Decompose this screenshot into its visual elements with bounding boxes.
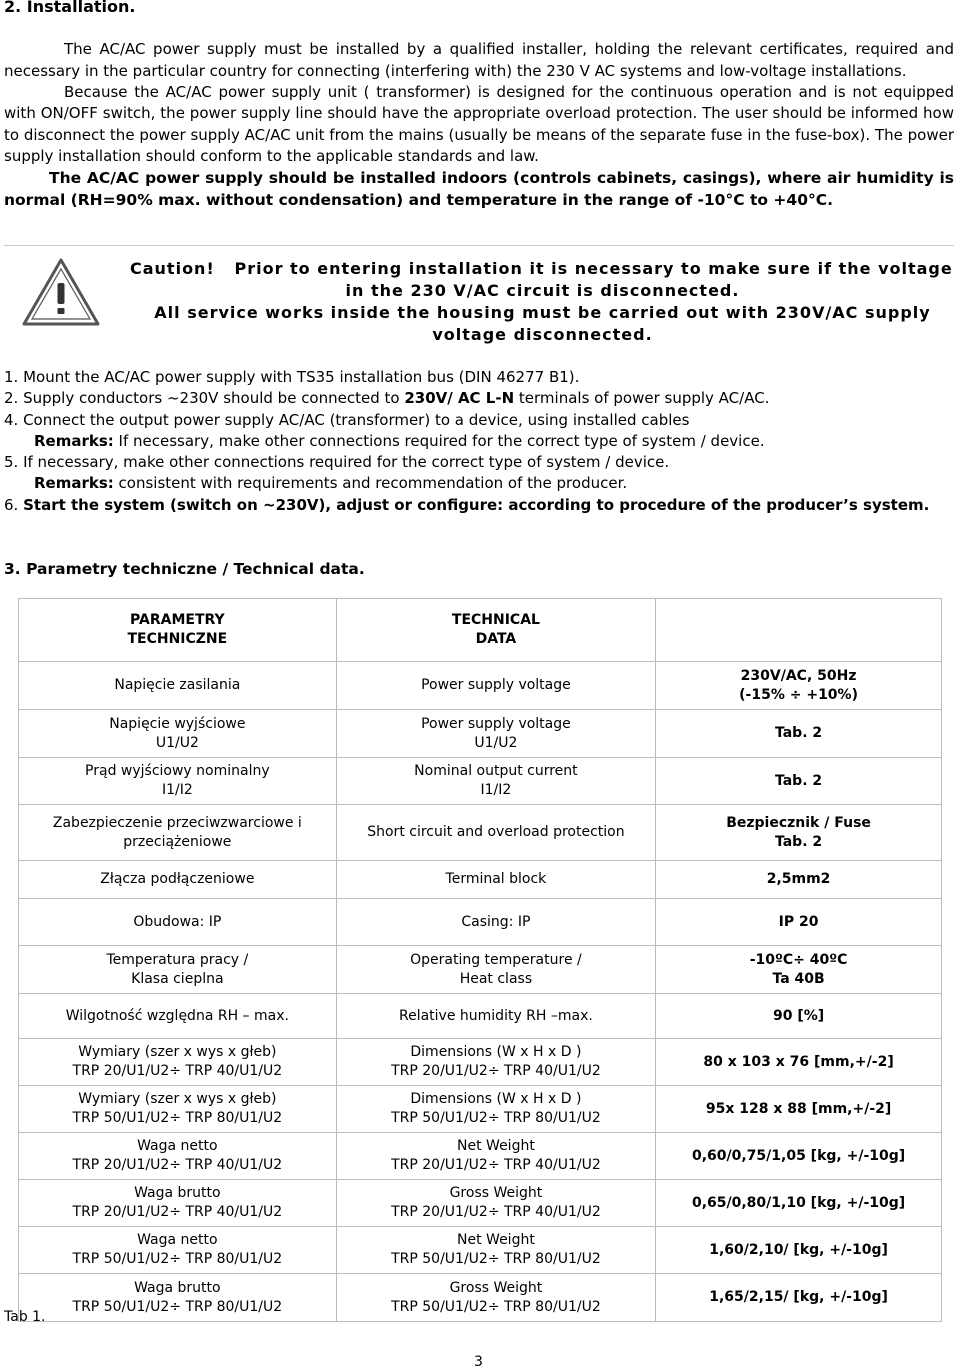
table-row bbox=[19, 805, 942, 861]
caution-text-1: Prior to entering installation it is necessary to make sure if the voltage bbox=[234, 259, 953, 278]
table-row bbox=[19, 662, 942, 710]
cell-line-2: Tab. 2 bbox=[774, 833, 823, 850]
param-pl-cell bbox=[19, 805, 337, 861]
remark-text: consistent with requirements and recommendation of the producer. bbox=[113, 474, 628, 493]
cell-line-1: Wilgotność względna RH – max. bbox=[65, 1007, 289, 1024]
table-row bbox=[19, 758, 942, 805]
cell-line-1: Wymiary (szer x wys x głeb) bbox=[78, 1044, 277, 1060]
param-pl-cell bbox=[19, 1274, 337, 1322]
remark-1 bbox=[4, 431, 954, 452]
param-en-cell bbox=[336, 805, 655, 861]
param-pl-cell bbox=[19, 899, 337, 946]
cell-line-2: TRP 50/U1/U2÷ TRP 80/U1/U2 bbox=[72, 1251, 283, 1267]
cell-line-1: Relative humidity RH –max. bbox=[399, 1007, 593, 1024]
cell-line-1: Obudowa: IP bbox=[133, 913, 222, 930]
cell-line-1: Short circuit and overload protection bbox=[367, 824, 625, 840]
cell-line-1: Waga netto bbox=[137, 1232, 218, 1248]
value-cell bbox=[656, 1180, 942, 1227]
param-pl-cell bbox=[19, 758, 337, 805]
value-cell bbox=[656, 1133, 942, 1180]
param-pl-cell bbox=[19, 1133, 337, 1180]
value-cell bbox=[656, 1039, 942, 1086]
cell-line-1: Bezpiecznik / Fuse bbox=[726, 814, 871, 831]
cell-line-1: Waga brutto bbox=[134, 1185, 221, 1201]
cell-line-2: TRP 20/U1/U2÷ TRP 40/U1/U2 bbox=[72, 1157, 283, 1173]
param-en-cell bbox=[336, 899, 655, 946]
cell-line-2: TRP 50/U1/U2÷ TRP 80/U1/U2 bbox=[391, 1298, 601, 1315]
paragraph-text: The AC/AC power supply should be installed indoors (controls cabinets, casings), where air humidity is normal (RH=90% max. without condensation) and temperature in the range of -10°C to +40°C. bbox=[4, 169, 954, 209]
cell-line-2: Ta 40B bbox=[772, 970, 825, 987]
cell-line-2: TRP 20/U1/U2÷ TRP 40/U1/U2 bbox=[72, 1204, 283, 1220]
param-pl-cell bbox=[19, 861, 337, 899]
cell-line-2: TRP 50/U1/U2÷ TRP 80/U1/U2 bbox=[72, 1298, 283, 1315]
cell-line-2: Heat class bbox=[459, 970, 533, 987]
value-cell bbox=[656, 994, 942, 1039]
cell-line-2: TRP 50/U1/U2÷ TRP 80/U1/U2 bbox=[72, 1110, 283, 1126]
caution-line-2: in the 230 V/AC circuit is disconnected. bbox=[345, 281, 740, 300]
installation-paragraph-2 bbox=[4, 82, 954, 167]
cell-line-1: IP 20 bbox=[778, 913, 819, 930]
installation-paragraph-1 bbox=[4, 39, 954, 82]
cell-line-1: Złącza podłączeniowe bbox=[100, 871, 255, 887]
param-pl-cell bbox=[19, 710, 337, 758]
cell-line-1: Operating temperature / bbox=[410, 951, 582, 968]
header-parametry: PARAMETRY TECHNICZNE bbox=[19, 599, 337, 662]
cell-line-2: (-15% ÷ +10%) bbox=[739, 686, 858, 703]
value-cell bbox=[656, 861, 942, 899]
cell-line-2: TRP 20/U1/U2÷ TRP 40/U1/U2 bbox=[72, 1063, 283, 1079]
technical-data-table bbox=[18, 598, 942, 1322]
cell-line-1: Power supply voltage bbox=[421, 715, 571, 732]
cell-line-1: Dimensions (W x H x D ) bbox=[410, 1091, 582, 1107]
caution-block bbox=[130, 258, 955, 346]
cell-line-1: Zabezpieczenie przeciwzwarciowe i bbox=[52, 814, 302, 831]
cell-line-1: 1,60/2,10/ [kg, +/-10g] bbox=[709, 1241, 888, 1258]
cell-line-2: U1/U2 bbox=[155, 734, 199, 751]
cell-line-2: Klasa cieplna bbox=[131, 970, 224, 987]
remark-label: Remarks: bbox=[34, 474, 114, 493]
cell-line-1: Tab. 2 bbox=[774, 772, 823, 789]
cell-line-1: Napięcie zasilania bbox=[114, 677, 241, 693]
param-pl-cell bbox=[19, 1086, 337, 1133]
cell-line-1: 90 [%] bbox=[772, 1007, 825, 1024]
caution-line-4: voltage disconnected. bbox=[432, 325, 653, 344]
param-en-cell bbox=[336, 1274, 655, 1322]
step-5: 5. If necessary, make other connections required for the correct type of system / device. bbox=[4, 453, 670, 472]
step-2-text-end: terminals of power supply AC/AC. bbox=[514, 389, 770, 408]
value-cell bbox=[656, 1274, 942, 1322]
cell-line-2: I1/I2 bbox=[480, 782, 512, 798]
table-row bbox=[19, 1274, 942, 1322]
param-en-cell bbox=[336, 662, 655, 710]
cell-line-2: TRP 20/U1/U2÷ TRP 40/U1/U2 bbox=[391, 1063, 601, 1079]
param-en-cell bbox=[336, 710, 655, 758]
value-cell bbox=[656, 1227, 942, 1274]
cell-line-1: -10ºC÷ 40ºC bbox=[749, 951, 848, 968]
cell-line-1: 1,65/2,15/ [kg, +/-10g] bbox=[709, 1289, 888, 1305]
header-value bbox=[656, 599, 942, 662]
cell-line-2: TRP 20/U1/U2÷ TRP 40/U1/U2 bbox=[391, 1157, 601, 1173]
cell-line-1: Nominal output current bbox=[414, 763, 578, 779]
cell-line-1: 95x 128 x 88 [mm,+/-2] bbox=[705, 1100, 892, 1117]
step-6-number: 6. bbox=[4, 495, 24, 514]
installation-steps bbox=[4, 367, 954, 516]
table-row bbox=[19, 1227, 942, 1274]
installation-paragraph-3 bbox=[4, 168, 954, 211]
cell-line-1: Power supply voltage bbox=[421, 677, 571, 693]
param-pl-cell bbox=[19, 1039, 337, 1086]
param-en-cell bbox=[336, 758, 655, 805]
value-cell bbox=[656, 805, 942, 861]
cell-line-1: Wymiary (szer x wys x głeb) bbox=[78, 1091, 277, 1107]
param-pl-cell bbox=[19, 662, 337, 710]
value-cell bbox=[656, 1086, 942, 1133]
value-cell bbox=[656, 946, 942, 994]
param-en-cell bbox=[336, 994, 655, 1039]
page-number: 3 bbox=[474, 1354, 483, 1370]
value-cell bbox=[656, 710, 942, 758]
cell-line-1: Dimensions (W x H x D ) bbox=[410, 1044, 582, 1060]
step-6 bbox=[4, 495, 954, 516]
cell-line-1: Waga netto bbox=[137, 1138, 218, 1154]
cell-line-1: Net Weight bbox=[457, 1138, 535, 1154]
step-6-text: Start the system (switch on ~230V), adjust or configure: according to procedure of the producer’s system. bbox=[23, 495, 930, 514]
cell-line-1: 0,65/0,80/1,10 [kg, +/-10g] bbox=[691, 1194, 906, 1211]
cell-line-1: Prąd wyjściowy nominalny bbox=[85, 763, 270, 779]
param-en-cell bbox=[336, 1133, 655, 1180]
caution-label: Caution! bbox=[130, 259, 215, 278]
section-divider bbox=[4, 245, 954, 246]
table-caption: Tab 1. bbox=[4, 1309, 46, 1325]
param-en-cell bbox=[336, 946, 655, 994]
table-row bbox=[19, 1039, 942, 1086]
step-1: 1. Mount the AC/AC power supply with TS35 installation bus (DIN 46277 B1). bbox=[4, 368, 580, 386]
cell-line-1: Gross Weight bbox=[449, 1185, 543, 1201]
paragraph-text: Because the AC/AC power supply unit ( transformer) is designed for the continuous operation and is not equipped with ON/OFF switch, the power supply line should have the appropriate overload protection. The user should be informed how to disconnect the power supply AC/AC unit from the mains (usually be means of the separate fuse in the fuse-box). The power supply installation should conform to the applicable standards and law. bbox=[4, 83, 954, 165]
cell-line-1: Temperatura pracy / bbox=[106, 951, 249, 968]
cell-line-2: TRP 50/U1/U2÷ TRP 80/U1/U2 bbox=[391, 1251, 601, 1267]
cell-line-2: I1/I2 bbox=[161, 782, 193, 798]
cell-line-2: TRP 20/U1/U2÷ TRP 40/U1/U2 bbox=[391, 1204, 601, 1220]
param-en-cell bbox=[336, 1227, 655, 1274]
caution-line-1 bbox=[130, 258, 955, 280]
cell-line-1: Waga brutto bbox=[134, 1279, 221, 1296]
step-2-text: 2. Supply conductors ~230V should be connected to bbox=[4, 389, 405, 408]
table-row bbox=[19, 1180, 942, 1227]
param-en-cell bbox=[336, 1039, 655, 1086]
section-heading-technical-data: 3. Parametry techniczne / Technical data. bbox=[4, 560, 365, 578]
cell-line-1: Tab. 2 bbox=[774, 725, 823, 741]
cell-line-1: 2,5mm2 bbox=[766, 871, 831, 887]
param-pl-cell bbox=[19, 1180, 337, 1227]
cell-line-1: 80 x 103 x 76 [mm,+/-2] bbox=[703, 1053, 894, 1070]
step-2-terminals: 230V/ AC L-N bbox=[404, 389, 515, 408]
cell-line-1: Net Weight bbox=[457, 1232, 535, 1248]
cell-line-1: Terminal block bbox=[445, 871, 547, 887]
cell-line-2: TRP 50/U1/U2÷ TRP 80/U1/U2 bbox=[391, 1110, 601, 1126]
table-row bbox=[19, 710, 942, 758]
cell-line-1: Gross Weight bbox=[449, 1279, 543, 1296]
value-cell bbox=[656, 899, 942, 946]
table-row bbox=[19, 861, 942, 899]
param-pl-cell bbox=[19, 994, 337, 1039]
param-pl-cell bbox=[19, 1227, 337, 1274]
header-technical-data: TECHNICAL DATA bbox=[336, 599, 655, 662]
value-cell bbox=[656, 758, 942, 805]
cell-line-1: 230V/AC, 50Hz bbox=[740, 667, 857, 684]
remark-label: Remarks: bbox=[34, 431, 114, 450]
table-row bbox=[19, 899, 942, 946]
param-pl-cell bbox=[19, 946, 337, 994]
paragraph-text: The AC/AC power supply must be installed by a qualified installer, holding the relevant certificates, required and necessary in the particular country for connecting (interfering with) the 230 V AC systems and low-voltage installations. bbox=[4, 40, 954, 80]
table-row bbox=[19, 994, 942, 1039]
cell-line-1: Casing: IP bbox=[461, 913, 531, 930]
table-row bbox=[19, 1133, 942, 1180]
value-cell bbox=[656, 662, 942, 710]
table-row bbox=[19, 1086, 942, 1133]
section-heading-installation: 2. Installation. bbox=[4, 0, 136, 16]
remark-text: If necessary, make other connections required for the correct type of system / device. bbox=[113, 431, 765, 450]
cell-line-2: przeciążeniowe bbox=[123, 833, 232, 850]
cell-line-1: Napięcie wyjściowe bbox=[109, 715, 246, 732]
step-4: 4. Connect the output power supply AC/AC (transformer) to a device, using installed cables bbox=[4, 410, 690, 429]
warning-triangle-icon bbox=[22, 257, 100, 327]
cell-line-2: U1/U2 bbox=[474, 734, 518, 751]
param-en-cell bbox=[336, 1180, 655, 1227]
param-en-cell bbox=[336, 1086, 655, 1133]
remark-2 bbox=[4, 473, 954, 494]
cell-line-1: 0,60/0,75/1,05 [kg, +/-10g] bbox=[691, 1147, 906, 1164]
caution-line-3: All service works inside the housing must be carried out with 230V/AC supply bbox=[154, 303, 931, 322]
step-2 bbox=[4, 388, 954, 409]
table-row bbox=[19, 946, 942, 994]
table-header-row bbox=[19, 599, 942, 662]
param-en-cell bbox=[336, 861, 655, 899]
